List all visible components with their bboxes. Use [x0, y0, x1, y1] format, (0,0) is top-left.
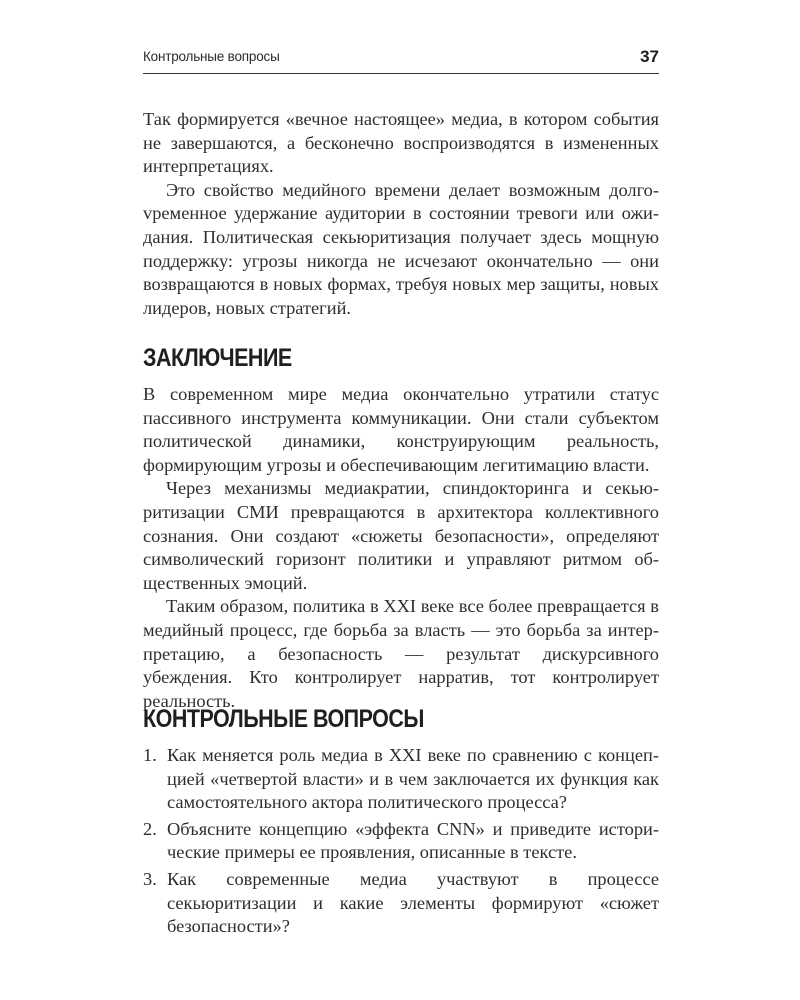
intro-text — [143, 108, 659, 320]
question-item — [143, 744, 659, 815]
question-item — [143, 868, 659, 939]
section-heading-questions: КОНТРОЛЬНЫЕ ВОПРОСЫ — [143, 705, 424, 733]
paragraph: Через механизмы медиакратии, спиндокторинга и секьюритизации СМИ превращаются в архитектора коллективного сознания. Они создают «сюжеты безопасности», определяют символический горизонт политики и управляют ритмом общественных эмоций. — [143, 478, 659, 593]
question-text: Как меняется роль медиа в XXI веке по сравнению с концепцией «четвертой власти» и в чем заключается их функция как самостоятельного актора политического процесса? — [167, 745, 659, 813]
paragraph: Таким образом, политика в XXI веке все более превращается в медийный процесс, где борьба за власть — это борьба за интерпретацию, а безопасность — результат дискурсивного убеждения. Кто контролирует нарратив, тот контролирует реальность. — [143, 596, 659, 711]
question-text: Объясните концепцию «эффекта CNN» и приведите исторические примеры ее проявления, описанные в тексте. — [167, 818, 659, 863]
section-heading-conclusion: ЗАКЛЮЧЕНИЕ — [143, 344, 292, 372]
question-number: 2. — [143, 818, 157, 839]
review-questions-list — [143, 744, 659, 942]
conclusion-text — [143, 383, 659, 713]
question-item — [143, 818, 659, 865]
question-text: Как современные медиа участвуют в процессе секьюритизации и какие элементы формируют «сюжет безопасности»? — [167, 868, 659, 937]
paragraph: Это свойство медийного времени делает возможным долгоvременное удержание аудитории в состоянии тревоги или ожидания. Политическая секьюритизация получает здесь мощную поддержку: угрозы никогда не исчезают окончательно — они возвращаются в новых формах, требуя новых мер защиты, новых лидеров, новых стратегий. — [143, 179, 659, 318]
running-title: Контрольные вопросы — [143, 49, 280, 64]
paragraph: Так формируется «вечное настоящее» медиа, в котором события не завершаются, а бесконечно воспроизводятся в измененных интерпретациях. — [143, 109, 659, 177]
running-header — [143, 47, 659, 74]
page-number: 37 — [640, 47, 659, 66]
question-number: 1. — [143, 745, 157, 765]
question-number: 3. — [143, 868, 157, 889]
paragraph: В современном мире медиа окончательно утратили статус пассивного инструмента коммуникации. Они стали субъектом политической динамики, конструирующим реальность, формирующим угрозы и обеспечивающим легитимацию власти. — [143, 384, 659, 475]
